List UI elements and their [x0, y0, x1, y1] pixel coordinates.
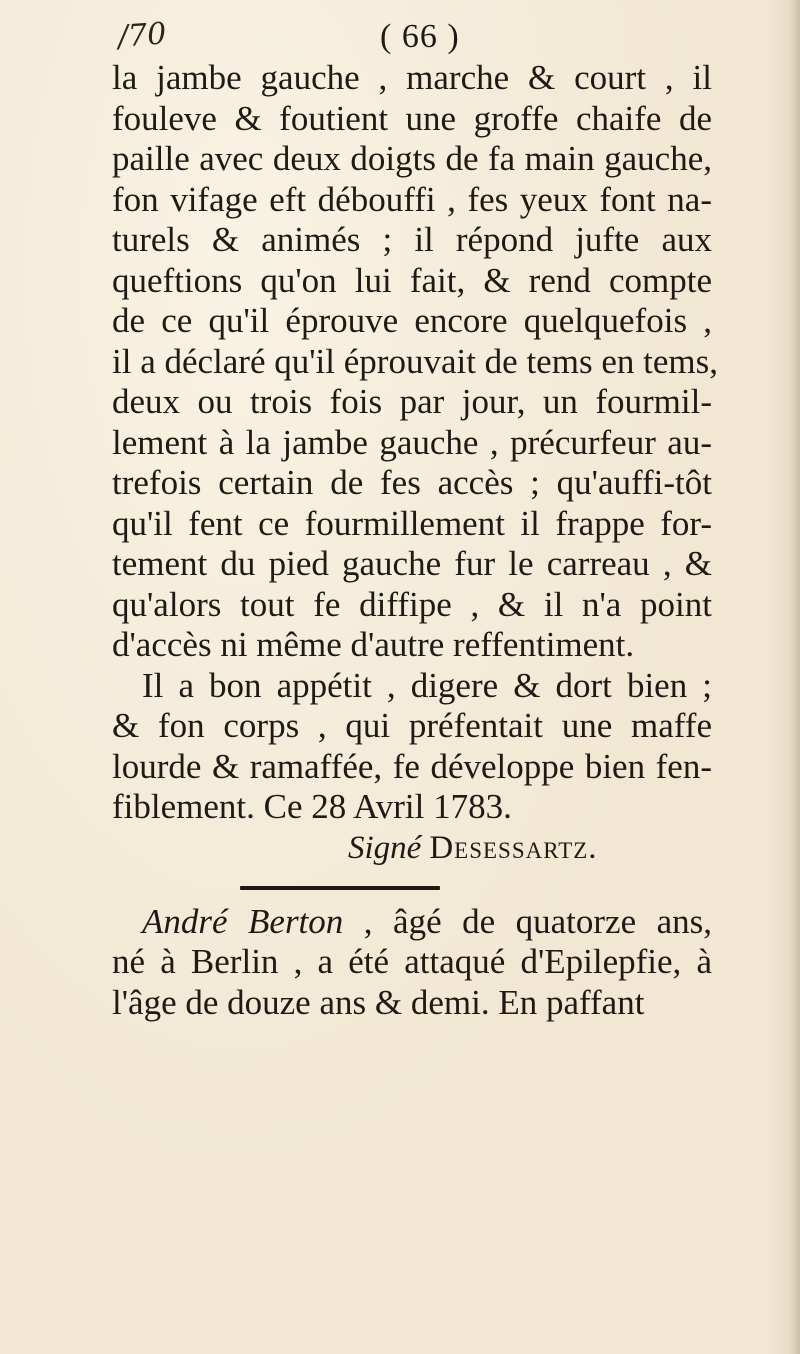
text-line: lourde & ramaffée, fe développe bien fen- [112, 746, 712, 786]
text-line: fiblement. Ce 28 Avril 1783. [112, 787, 512, 826]
signature-prefix: Signé [348, 829, 422, 866]
text-line: l'âge de douze ans & demi. En paffant [112, 982, 645, 1022]
page-edge-shadow [790, 0, 800, 1354]
patient-name: André Berton [142, 901, 344, 941]
text-line: la jambe gauche , marche & court , il [112, 58, 712, 97]
text-line: fouleve & foutient une groffe chaife de [112, 98, 712, 138]
text-line: turels & animés ; il répond jufte aux [112, 220, 712, 259]
text-line: queftions qu'on lui fait, & rend compte [112, 260, 712, 300]
new-section [112, 902, 712, 1024]
signature [112, 828, 712, 872]
page-number: ( 66 ) [380, 18, 460, 55]
text-line: fon vifage eft débouffi , fes yeux font na- [112, 179, 712, 219]
text-line: lement à la jambe gauche , précurfeur au- [112, 422, 712, 462]
signature-name: Desessartz. [429, 829, 598, 866]
text-line: deux ou trois fois par jour, un fourmil- [112, 382, 712, 421]
text-line: de ce qu'il éprouve encore quelquefois , [112, 301, 712, 340]
handwritten-annotation: /70 [116, 16, 168, 55]
text-line: il a déclaré qu'il éprouvait de tems en tems, [112, 341, 718, 381]
text-line: d'accès ni même d'autre reffentiment. [112, 625, 635, 664]
text-line: Il a bon appétit , digere & dort bien ; [142, 665, 712, 705]
text-line: né à Berlin , a été attaqué d'Epilepfie, à [112, 942, 712, 981]
text-line: tement du pied gauche fur le carreau , & [112, 544, 712, 583]
body-text [112, 58, 718, 1023]
text-line: & fon corps , qui préfentait une maffe [112, 706, 712, 745]
text-line: paille avec deux doigts de fa main gauche, [112, 139, 712, 178]
text-line: qu'alors tout fe diffipe , & il n'a point [112, 584, 712, 624]
text-line: trefois certain de fes accès ; qu'auffi-tôt [112, 463, 712, 502]
text-line [112, 902, 712, 943]
text-line: qu'il fent ce fourmillement il frappe for- [112, 503, 712, 543]
text-fragment: , âgé de quatorze ans, [363, 901, 713, 941]
section-divider [240, 886, 440, 890]
